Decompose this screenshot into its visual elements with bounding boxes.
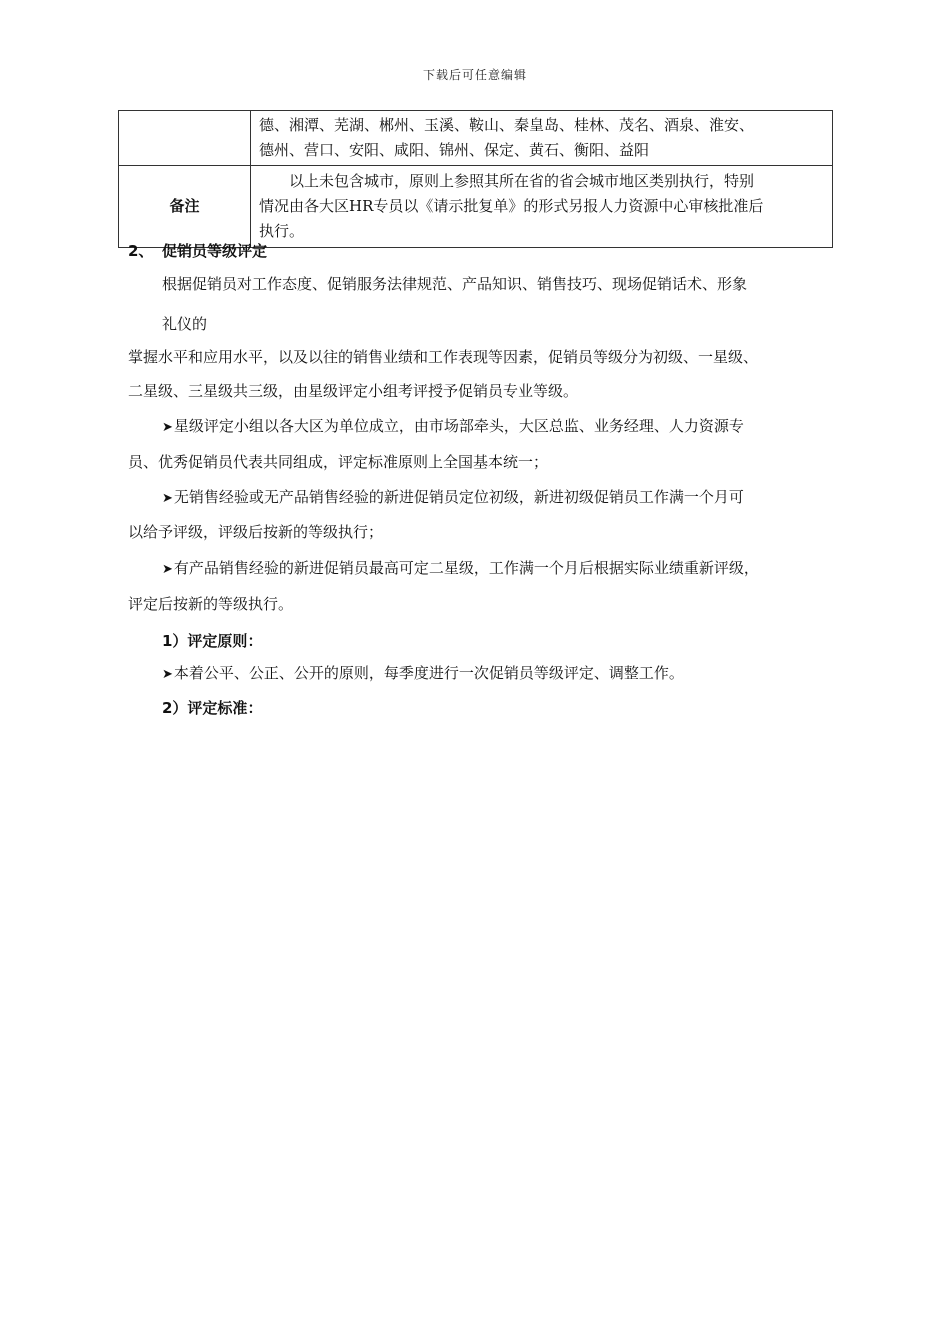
remark-line: 以上未包含城市，原则上参照其所在省的省会城市地区类别执行，特别 bbox=[289, 172, 755, 190]
city-list-line: 德州、营口、安阳、咸阳、锦州、保定、黄石、衡阳、益阳 bbox=[259, 141, 650, 159]
section-title: 促销员等级评定 bbox=[162, 242, 268, 260]
bullet-text: 无销售经验或无产品销售经验的新进促销员定位初级，新进初级促销员工作满一个月可 bbox=[173, 488, 744, 506]
section-heading bbox=[128, 240, 267, 261]
paragraph-line: 评定后按新的等级执行。 bbox=[128, 595, 294, 613]
paragraph-line: 根据促销员对工作态度、促销服务法律规范、产品知识、销售技巧、现场促销话术、形象 bbox=[162, 275, 748, 293]
paragraph-line: 员、优秀促销员代表共同组成，评定标准原则上全国基本统一； bbox=[128, 453, 549, 471]
table-row bbox=[119, 166, 833, 248]
table-cell-empty bbox=[119, 111, 251, 166]
bullet-line bbox=[162, 480, 867, 516]
arrow-bullet-icon bbox=[162, 664, 174, 682]
city-category-table bbox=[118, 110, 833, 248]
header-note: 下载后可任意编辑 bbox=[422, 68, 527, 82]
paragraph-line: 礼仪的 bbox=[162, 315, 208, 333]
city-list-line: 德、湘潭、芜湖、郴州、玉溪、鞍山、秦皇岛、桂林、茂名、酒泉、淮安、 bbox=[259, 116, 755, 134]
bullet-line bbox=[162, 409, 867, 445]
arrow-bullet-icon bbox=[162, 488, 174, 506]
bullet-text: 星级评定小组以各大区为单位成立，由市场部牵头，大区总监、业务经理、人力资源专 bbox=[173, 417, 744, 435]
bullet-line bbox=[162, 551, 867, 587]
table-row bbox=[119, 111, 833, 166]
subsection-heading: 2）评定标准： bbox=[162, 699, 263, 717]
city-list-cell bbox=[251, 111, 833, 166]
remark-line: 情况由各大区HR专员以《请示批复单》的形式另报人力资源中心审核批准后 bbox=[259, 197, 764, 215]
remark-line: 执行。 bbox=[259, 222, 305, 240]
remark-label: 备注 bbox=[119, 166, 251, 248]
section-number: 2、 bbox=[128, 242, 154, 260]
subsection-heading: 1）评定原则： bbox=[162, 632, 263, 650]
remark-cell bbox=[251, 166, 833, 248]
arrow-bullet-icon bbox=[162, 559, 174, 577]
bullet-text: 本着公平、公正、公开的原则，每季度进行一次促销员等级评定、调整工作。 bbox=[173, 664, 684, 682]
arrow-bullet-icon bbox=[162, 417, 174, 435]
bullet-line bbox=[162, 656, 867, 692]
paragraph-line: 二星级、三星级共三级，由星级评定小组考评授予促销员专业等级。 bbox=[128, 382, 579, 400]
bullet-text: 有产品销售经验的新进促销员最高可定二星级，工作满一个月后根据实际业绩重新评级， bbox=[173, 559, 759, 577]
paragraph-line: 以给予评级，评级后按新的等级执行； bbox=[128, 523, 384, 541]
paragraph-line: 掌握水平和应用水平，以及以往的销售业绩和工作表现等因素，促销员等级分为初级、一星级、 bbox=[128, 348, 759, 366]
